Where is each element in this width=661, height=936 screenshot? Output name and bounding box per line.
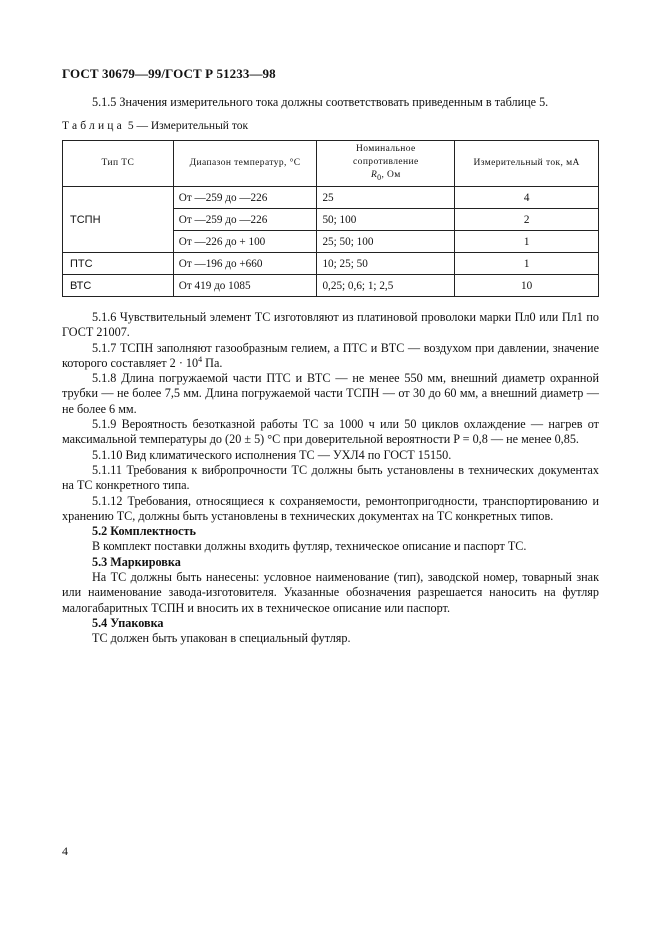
- paragraph-5-1-6: 5.1.6 Чувствительный элемент ТС изготовляют из платиновой проволоки марки Пл0 или Пл1 по ГОСТ 21007.: [62, 310, 599, 340]
- header-resistance: [317, 141, 455, 187]
- cell-resistance: 25: [317, 187, 455, 209]
- header-type: Тип ТС: [63, 141, 174, 187]
- paragraph-5-2: В комплект поставки должны входить футляр, техническое описание и паспорт ТС.: [92, 539, 527, 554]
- paragraph-5-1-9: 5.1.9 Вероятность безотказной работы ТС за 1000 ч или 50 циклов охлаждение — нагрев от максимальной температуры до (20 ± 5) °С при доверительной вероятности P = 0,8 — не менее 0,85.: [62, 417, 599, 447]
- header-r0-symbol: R: [370, 170, 378, 181]
- header-resistance-label: Номинальное сопротивление: [353, 144, 419, 168]
- paragraph-5-1-7-text: 5.1.7 ТСПН заполняют газообразным гелием, а ПТС и ВТС — воздухом при давлении, значение которого составляет 2 · 10: [62, 340, 599, 370]
- cell-type: ТСПН: [63, 187, 174, 253]
- paragraph-5-1-10: 5.1.10 Вид климатического исполнения ТС — УХЛ4 по ГОСТ 15150.: [92, 447, 452, 462]
- cell-resistance: 50; 100: [317, 209, 455, 231]
- cell-current: 1: [455, 253, 599, 275]
- cell-resistance: 10; 25; 50: [317, 253, 455, 275]
- cell-range: От —259 до —226: [173, 209, 317, 231]
- table-row: [63, 275, 599, 297]
- cell-resistance: 25; 50; 100: [317, 231, 455, 253]
- section-heading-5-2: 5.2 Комплектность: [92, 524, 196, 539]
- section-heading-5-3: 5.3 Маркировка: [92, 554, 181, 569]
- cell-current: 1: [455, 231, 599, 253]
- paragraph-5-1-7: [62, 341, 599, 372]
- header-range: Диапазон температур, °С: [173, 141, 317, 187]
- table-caption-prefix: Таблица: [62, 120, 125, 132]
- cell-current: 2: [455, 209, 599, 231]
- header-r0-subscript: 0: [377, 172, 382, 182]
- cell-type: ПТС: [63, 253, 174, 275]
- paragraph-5-3: На ТС должны быть нанесены: условное наименование (тип), заводской номер, товарный знак или наименование завода-изготовителя. Указанные обозначения разрешается наносить на футляр малогабаритных ТСПН и вносить их в техническое описание или паспорт.: [62, 570, 599, 615]
- cell-range: От —226 до + 100: [173, 231, 317, 253]
- cell-current: 4: [455, 187, 599, 209]
- cell-current: 10: [455, 275, 599, 297]
- intro-paragraph: 5.1.5 Значения измерительного тока должны соответствовать приведенным в таблице 5.: [92, 95, 549, 109]
- table-header-row: [63, 141, 599, 187]
- cell-range: От —259 до —226: [173, 187, 317, 209]
- table-row: [63, 187, 599, 209]
- cell-resistance: 0,25; 0,6; 1; 2,5: [317, 275, 455, 297]
- body-text: [62, 310, 599, 647]
- cell-range: От —196 до +660: [173, 253, 317, 275]
- table-caption: [62, 120, 248, 132]
- cell-type: ВТС: [63, 275, 174, 297]
- page-number: 4: [62, 844, 68, 858]
- section-heading-5-4: 5.4 Упаковка: [92, 615, 164, 630]
- paragraph-5-4: ТС должен быть упакован в специальный футляр.: [92, 631, 351, 646]
- cell-range: От 419 до 1085: [173, 275, 317, 297]
- paragraph-5-1-8: 5.1.8 Длина погружаемой части ПТС и ВТС — не менее 550 мм, внешний диаметр охранной трубки — не более 7,5 мм. Длина погружаемой части ТСПН — от 30 до 60 мм, а внешний диаметр — не более 6 мм.: [62, 371, 599, 416]
- measurement-current-table: [62, 140, 599, 297]
- paragraph-5-1-11: 5.1.11 Требования к вибропрочности ТС должны быть установлены в технических документах на ТС конкретного типа.: [62, 462, 599, 493]
- paragraph-5-1-7-exponent: 4: [198, 354, 203, 364]
- table-row: [63, 253, 599, 275]
- document-header: ГОСТ 30679—99/ГОСТ Р 51233—98: [62, 66, 276, 81]
- header-current: Измерительный ток, мА: [455, 141, 599, 187]
- table-caption-text: 5 — Измерительный ток: [124, 120, 249, 132]
- paragraph-5-1-7-unit: Па.: [202, 355, 223, 370]
- header-r0-unit: , Ом: [381, 170, 401, 181]
- paragraph-5-1-12: 5.1.12 Требования, относящиеся к сохраняемости, ремонтопригодности, транспортированию и хранению ТС, должны быть установлены в технических документах на ТС конкретных типов.: [62, 493, 599, 523]
